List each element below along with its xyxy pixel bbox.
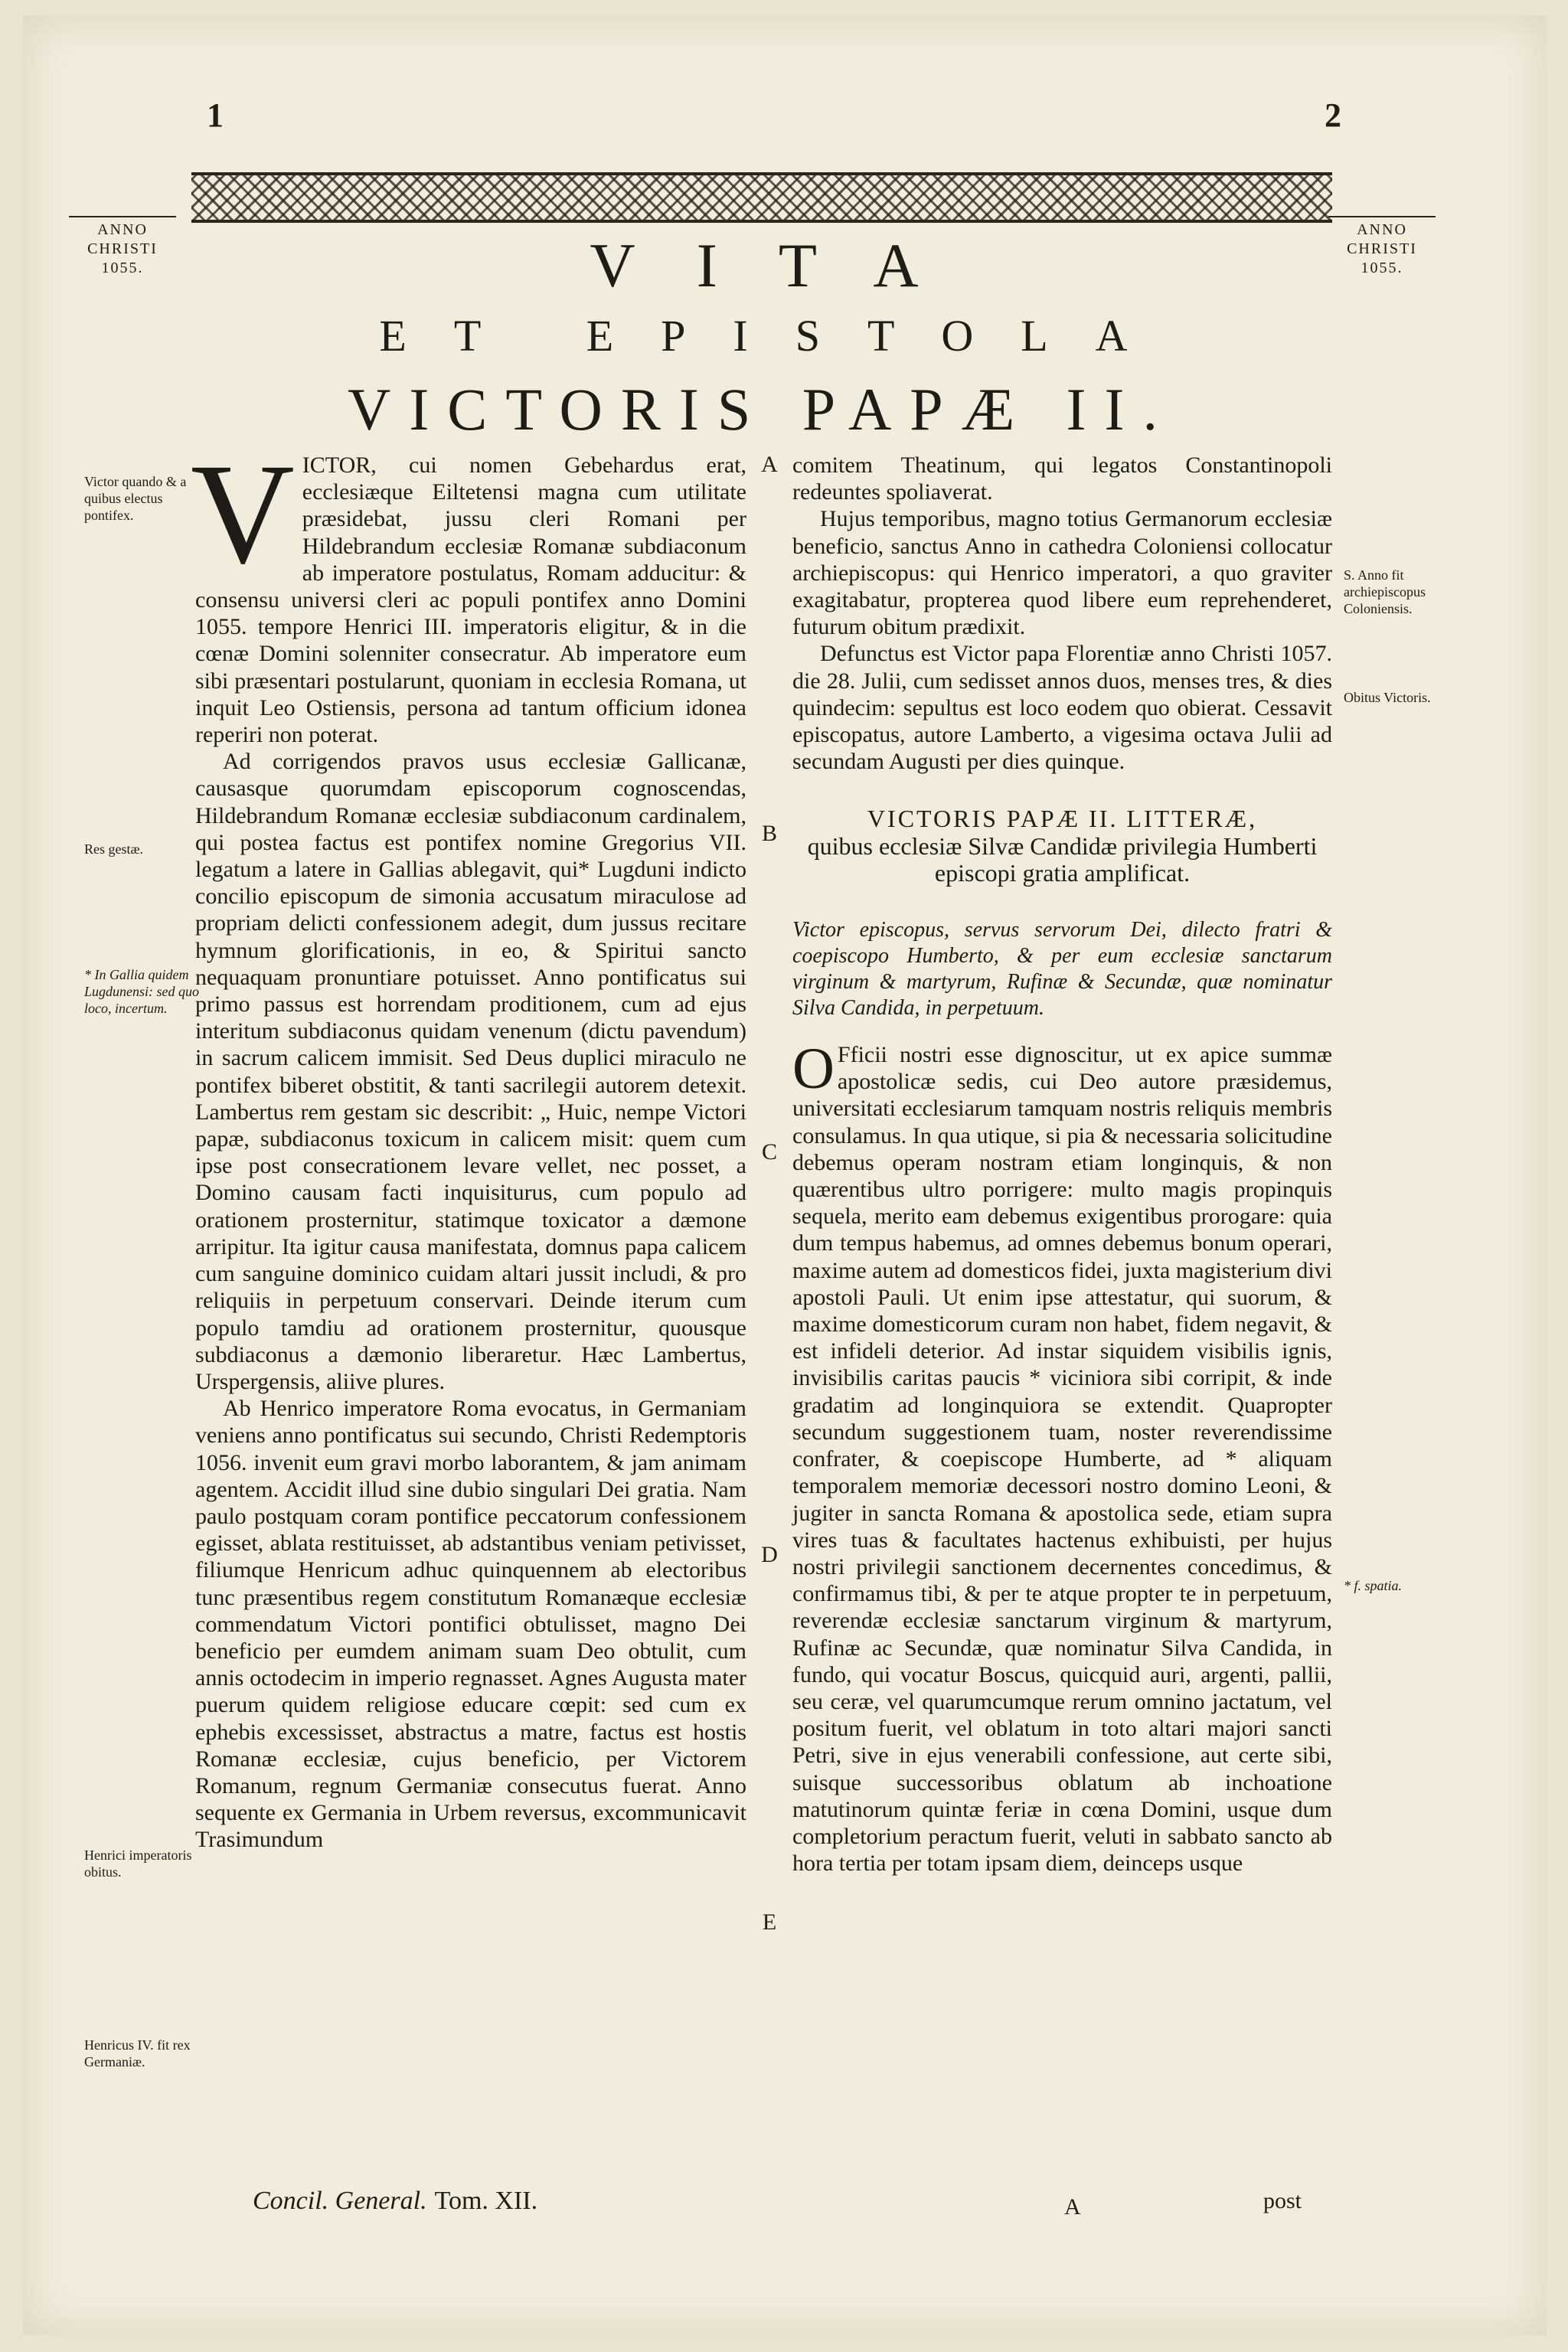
- anno-right-rule: [1328, 216, 1436, 217]
- footer-concil: Concil. General.: [253, 2187, 427, 2215]
- left-paragraph-3: Ab Henrico imperatore Roma evocatus, in Germaniam veniens anno pontificatus sui secundo, Christi Redemptoris 1056. invenit eum gravi morbo laborantem, & jam animam agentem. Accidit illud sine dubio singulari Dei gratia. Nam paulo postquam coram pontifice peccatorum confessionem egisset, ablata restituisset, ab adstantibus veniam petivisset, filiumque Henricum adhuc quinquennem ab electoribus tunc præsentibus regem constitutum Romanæque ecclesiæ commendatum Victori pontifici obtulisset, magno Dei beneficio per eumdem animam suam Deo obtulit, cum annis octodecim in imperio regnasset. Agnes Augusta mater puerum quidem religiose educare cœpit: sed cum ex ephebis excessisset, abstractus a matre, factus est hostis Romanæ ecclesiæ, cujus beneficio, per Victorem Romanum, regnum Germaniæ consecutus fuerat. Anno sequente ex Germania in Urbem reversus, excommunicavit Trasimundum: [195, 1396, 746, 1853]
- left-paragraph-2: Ad corrigendos pravos usus ecclesiæ Gallicanæ, causasque quorumdam episcoporum cognoscendas, Hildebrandum Romanæ ecclesiæ subdiaconum cardinalem, qui postea factus est pontifex nomine Gregorius VII. legatum a latere in Gallias ablegavit, qui* Lugduni indicto concilio episcopum de simonia accusatum miraculose ad propriam delicti confessionem adegit, dum jussus recitare hymnum glorificationis, in eo, & Spiritui sancto nequaquam pronuntiare potuisset. Anno pontificatus sui primo passus est horrendam proditionem, cum ad ejus interitum subdiaconus quidam venenum (dictu pavendum) in sacrum calicem immisit. Sed Deus duplici miraculo ne pontifex biberet obstitit, & tanti sacrilegii autorem detexit. Lambertus rem gestam sic describit: „ Huic, nempe Victori papæ, subdiaconus toxicum in calicem misit: quem cum ipse post consecrationem levare vellet, nec posset, a Domino causam facti inquisiturus, cum populo ad orationem prosternitur, statimque toxicator a dæmone arripitur. Ita igitur causa manifestata, domnus papa calicem cum sanguine dominico cuidam altari jussit includi, & pro reliquiis in perpetuum conservari. Deinde iterum cum populo tamdiu ad orationem prosternitur, quousque subdiaconus a dæmonio liberaretur. Hæc Lambertus, Urspergensis, aliive plures.: [195, 749, 746, 1394]
- page-number-left: 1: [207, 96, 224, 134]
- catchword: post: [1263, 2188, 1302, 2213]
- letter-heading-subtitle: quibus ecclesiæ Silvæ Candidæ privilegia Humberti episcopi gratia amplificat.: [807, 831, 1318, 887]
- page-number-right: 2: [1325, 96, 1341, 134]
- right-paragraph-2: Hujus temporibus, magno totius Germanorum ecclesiæ beneficio, sanctus Anno in cathedra Coloniensi collocatur archiepiscopus: qui Henrico imperatori, a quo graviter exagitabatur, propterea quod libere eum reprehenderet, futurum obitum prædixit.: [792, 506, 1332, 640]
- margin-note-election: Victor quando & a quibus electus pontifex.: [84, 474, 187, 523]
- title-victoris: VICTORIS PAPÆ II.: [347, 376, 1176, 443]
- section-letter-b: B: [761, 821, 777, 846]
- margin-note-spatia: * f. spatia.: [1344, 1578, 1403, 1593]
- anno-left-year: 1055.: [101, 260, 144, 276]
- left-paragraph-1-text: ICTOR, cui nomen Gebehardus erat, ecclesiæque Eiltetensi magna cum utilitate præsidebat, jussu cleri Romani per Hildebrandum ecclesiæ Romanæ subdiaconum ab imperatore postulatus, Romam adducitur: & consensu universi cleri ac populi pontifex anno Domini 1055. tempore Henrici III. imperatoris eligitur, & in die cœnæ Domini solenniter consecratur. Ab imperatore eum sibi præsentari postularunt, quoniam in ecclesia Romana, ut inquit Leo Ostiensis, persona ad tantum officium idonea reperiri non poterat.: [195, 452, 746, 748]
- header-ornament: [191, 172, 1332, 223]
- right-column: [792, 452, 1332, 1877]
- section-letter-a: A: [761, 452, 778, 477]
- letter-address: Victor episcopus, servus servorum Dei, dilecto fratri & coepiscopo Humberto, & per eum ecclesiæ sanctarum virginum & martyrum, Rufinæ & Secundæ, quæ nominatur Silva Candida, in perpetuum.: [792, 918, 1332, 1021]
- anno-left: [69, 216, 176, 278]
- anno-left-word: ANNO: [97, 221, 148, 238]
- footer-signature: [253, 2187, 537, 2216]
- margin-note-res-gestae: Res gestæ.: [84, 841, 144, 857]
- margin-note-henrici-obitus: Henrici imperatoris obitus.: [84, 1847, 192, 1880]
- letter-body: [792, 1037, 1332, 1877]
- section-letter-e: E: [762, 1909, 777, 1935]
- margin-note-gallia: * In Gallia quidem Lugdunensi: sed quo loco, incertum.: [84, 967, 199, 1016]
- anno-right: [1328, 216, 1436, 278]
- margin-note-henricus-iv: Henricus IV. fit rex Germaniæ.: [84, 2037, 191, 2069]
- margin-note-obitus-victoris: Obitus Victoris.: [1344, 690, 1431, 705]
- title-vita: VITA: [590, 230, 980, 300]
- section-letter-c: C: [761, 1139, 777, 1165]
- title-et-epistola: ET EPISTOLA: [379, 311, 1175, 361]
- left-paragraph-1: [191, 433, 746, 748]
- anno-right-word: ANNO: [1357, 221, 1407, 238]
- letter-body-text: Fficii nostri esse dignoscitur, ut ex apice summæ apostolicæ sedis, cui Deo autore præsidemus, universitati ecclesiarum tamquam nostris reliquis membris consulamus. In qua utique, si pia & necessaria solicitudine debemus operam nostram etiam longinquis, & non quærentibus ultro porrigere: multo magis propinquis sequela, merito eam debemus exigentibus prorogare: quia dum tempus habemus, ad omnes debemus bonum operari, maxime autem ad domesticos fidei, juxta magisterium divi apostoli Pauli. Ut enim ipse attestatur, qui suorum, & maxime domesticorum curam non habet, fidem negavit, & est infideli deterior. Ad instar siquidem visibilis ignis, invisibilis caritas paucis * viciniora sibi corripit, & inde gradatim ad longinquiora se extendit. Quapropter secundum suggestionem tuam, noster reverendissime confrater, & coepiscope Humberte, ad * aliquam temporalem memoriæ decessori nostro domino Leoni, & jugiter in sancta Romana & apostolica sede, etiam supra vires tuas & facultates hactenus exhibuisti, per hujus nostri privilegii sanctionem decernentes concedimus, & confirmamus tibi, & per te atque propter te in perpetuum, reverendæ ecclesiæ sanctarum virginum & martyrum, Rufinæ ac Secundæ, quæ nominatur Silva Candida, in fundo, qui vocatur Boscus, quicquid auri, argenti, pallii, seu ceræ, vel quarumcumque rerum omnino jactatum, vel positum fuerit, vel oblatum in toto altari majori sancti Petri, sive in ejus venerabili confessione, aut certe sibi, suisque successoribus oblatum ab inchoatione matutinorum quintæ feriæ in cœna Domini, usque dum completorium peractum fuerit, veluti in sabbato sancto ab hora tertia per totam ipsam diem, deinceps usque: [792, 1042, 1332, 1877]
- section-letter-d: D: [761, 1542, 778, 1567]
- letter-heading: [792, 805, 1332, 887]
- signature-letter: A: [1064, 2194, 1081, 2220]
- margin-note-anno: S. Anno fit archiepiscopus Coloniensis.: [1344, 567, 1426, 616]
- anno-right-year: 1055.: [1361, 260, 1403, 276]
- footer-volume: Tom. XII.: [434, 2187, 538, 2215]
- anno-right-christi: CHRISTI: [1347, 240, 1417, 257]
- drop-cap-o: O: [792, 1037, 835, 1102]
- right-paragraph-1: comitem Theatinum, qui legatos Constantinopoli redeuntes spoliaverat.: [792, 452, 1332, 505]
- drop-cap-v: V: [191, 433, 295, 593]
- left-column: [191, 433, 746, 1854]
- anno-left-christi: CHRISTI: [87, 240, 158, 257]
- letter-heading-title: VICTORIS PAPÆ II. LITTERÆ,: [867, 805, 1258, 833]
- anno-left-rule: [69, 216, 176, 217]
- right-paragraph-3: Defunctus est Victor papa Florentiæ anno Christi 1057. die 28. Julii, cum sedisset annos duos, menses tres, & dies quindecim: sepultus est loco eodem quo obierat. Cessavit episcopatus, autore Lamberto, a vigesima octava Julii ad secundam Augusti per dies quinque.: [792, 641, 1332, 775]
